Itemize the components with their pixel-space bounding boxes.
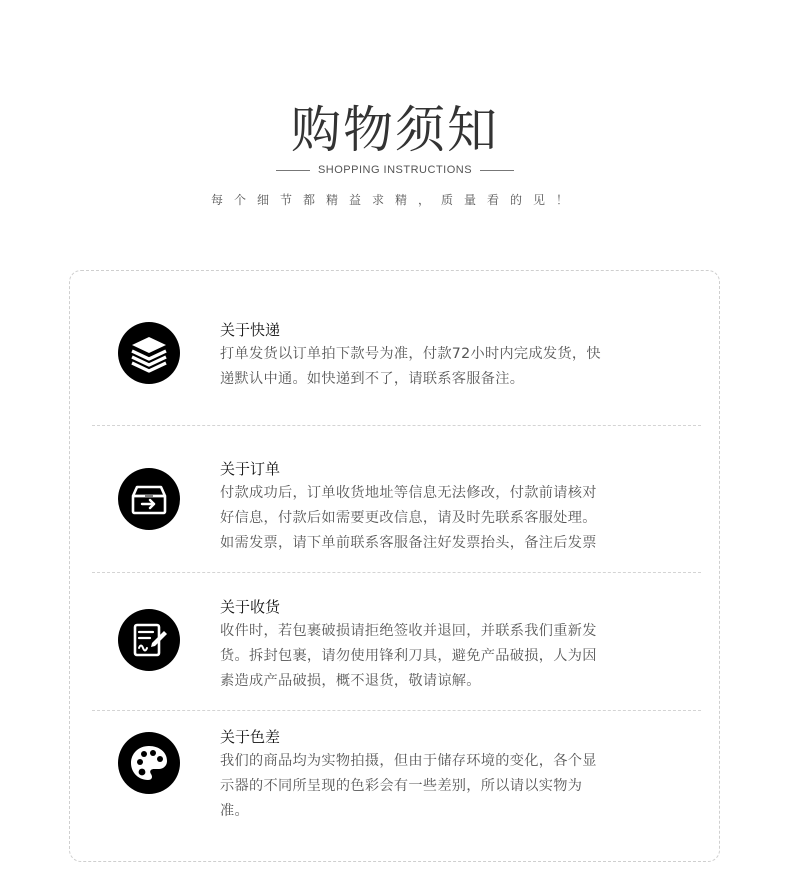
section-divider — [92, 425, 701, 426]
section-line: 递默认中通。如快递到不了，请联系客服备注。 — [220, 371, 525, 387]
section-line: 收件时，若包裹破损请拒绝签收并退回，并联系我们重新发 — [220, 623, 597, 639]
layers-icon — [118, 322, 180, 384]
section-divider — [92, 572, 701, 573]
section-heading: 关于快递 — [220, 321, 281, 339]
section-line: 准。 — [220, 803, 249, 819]
document-sign-icon — [118, 609, 180, 671]
section-line: 打单发货以订单拍下款号为准，付款72小时内完成发货，快 — [220, 346, 601, 362]
page-title: 购物须知 — [291, 101, 499, 159]
section-line: 好信息，付款后如需要更改信息，请及时先联系客服处理。 — [220, 510, 597, 526]
section-body — [220, 749, 682, 824]
package-box-icon — [118, 468, 180, 530]
section-body — [220, 619, 682, 694]
section-body — [220, 481, 682, 556]
subtitle-row — [0, 164, 790, 176]
section-line: 我们的商品均为实物拍摄，但由于储存环境的变化，各个显 — [220, 753, 597, 769]
tagline: 每个细节都精益求精，质量看的见！ — [210, 193, 579, 207]
subtitle-line-left — [276, 170, 310, 171]
palette-icon — [118, 732, 180, 794]
section-heading: 关于收货 — [220, 598, 281, 616]
page-subtitle: SHOPPING INSTRUCTIONS — [317, 164, 473, 176]
section-line: 素造成产品破损，概不退货，敬请谅解。 — [220, 673, 481, 689]
section-line: 货。拆封包裹，请勿使用锋利刀具，避免产品破损，人为因 — [220, 648, 597, 664]
section-divider — [92, 710, 701, 711]
section-line: 如需发票，请下单前联系客服备注好发票抬头，备注后发票 — [220, 535, 597, 551]
section-heading: 关于订单 — [220, 460, 281, 478]
section-body — [220, 342, 682, 392]
section-line: 付款成功后，订单收货地址等信息无法修改，付款前请核对 — [220, 485, 597, 501]
section-line: 示器的不同所呈现的色彩会有一些差别，所以请以实物为 — [220, 778, 583, 794]
section-heading: 关于色差 — [220, 728, 281, 746]
subtitle-line-right — [480, 170, 514, 171]
